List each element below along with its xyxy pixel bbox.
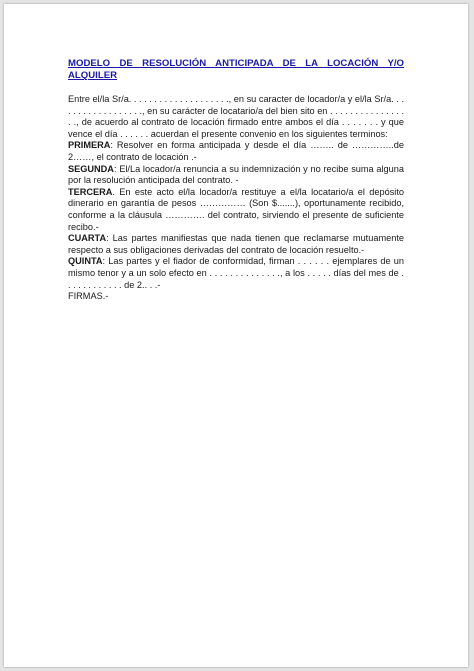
- clause-segunda: [68, 164, 404, 187]
- document-page: [4, 4, 468, 667]
- clause-text: : El/La locador/a renuncia a su indemnización y no recibe suma alguna por la resolución anticipada del contrato. -: [68, 163, 404, 186]
- clause-text: : Las partes y el fiador de conformidad, firman . . . . . . ejemplares de un mismo tenor y a un solo efecto en . . . . . . . . . . . . . ., a los . . . . . días del mes de . . . . . . . . . . . . de 2.. . .-: [68, 256, 404, 290]
- clause-cuarta: [68, 233, 404, 256]
- clause-heading: TERCERA: [68, 186, 113, 197]
- clause-primera: [68, 140, 404, 163]
- document-body: [68, 58, 404, 303]
- clause-text: : Resolver en forma anticipada y desde el día …….. de …………..de 2……, el contrato de locación .-: [68, 140, 404, 162]
- title-line-2: ALQUILER: [68, 70, 118, 81]
- title-line-1: MODELO DE RESOLUCIÓN ANTICIPADA DE LA LOCACIÓN Y/O: [68, 58, 404, 69]
- clause-heading: SEGUNDA: [68, 163, 114, 174]
- clause-heading: PRIMERA: [68, 140, 111, 151]
- document-title: [68, 58, 404, 82]
- clause-text: : Las partes manifiestas que nada tienen que reclamarse mutuamente respecto a sus obligaciones derivadas del contrato de locación resuelto.-: [68, 233, 404, 255]
- clause-tercera: [68, 187, 404, 233]
- clause-text: . En este acto el/la locador/a restituye a el/la locatario/a el depósito dinerario en garantía de pesos …………… (Son $.......), oportunamente recibido, conforme a la cláusula …………. del contrato, sirviendo el presente de suficiente recibo.-: [68, 186, 404, 232]
- closing-signatures: FIRMAS.-: [68, 291, 109, 302]
- clause-quinta: [68, 256, 404, 291]
- intro-paragraph: Entre el/la Sr/a. . . . . . . . . . . . . . . . . . . ., en su caracter de locador/a y el/la Sr/a. . . . . . . . . . . . . . . . . ., en su carácter de locatario/a del bien sito en . . . . . . . . . . . . . . . . ., de acuerdo al contrato de locación firmado entre ambos el día . . . . . . . y que vence el día . . . . . . acuerdan el presente convenio en los siguientes terminos:: [68, 94, 404, 139]
- clause-heading: CUARTA: [68, 233, 107, 244]
- clause-heading: QUINTA: [68, 256, 103, 267]
